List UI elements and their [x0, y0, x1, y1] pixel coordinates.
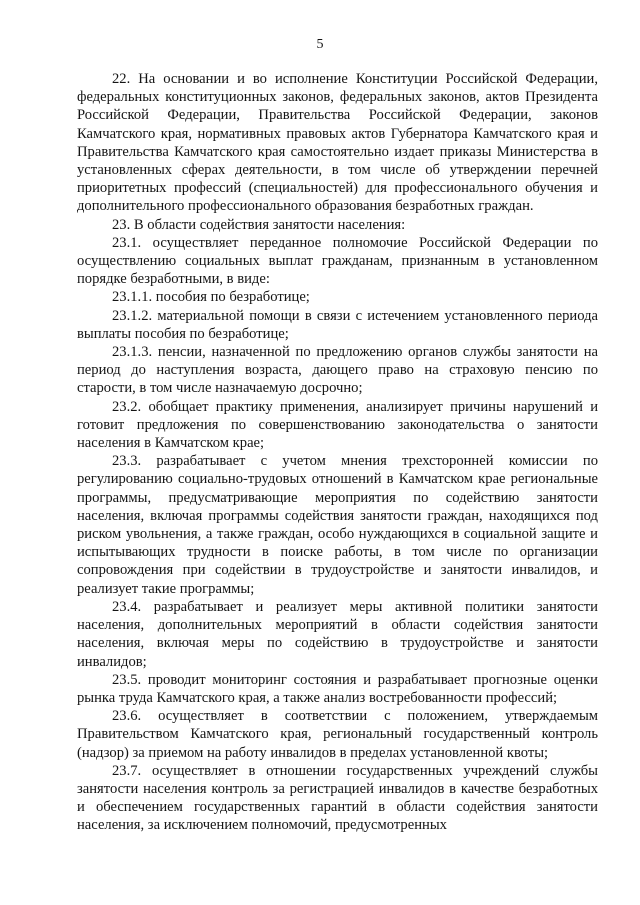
- paragraph-23: 23. В области содействия занятости населения:: [112, 216, 406, 233]
- paragraph-23-1-3: 23.1.3. пенсии, назначенной по предложению органов службы занятости на период до наступления возраста, дающего право на страховую пенсию по старости, в том числе назначаемую досрочно;: [77, 344, 598, 397]
- paragraph-23-7: 23.7. осуществляет в отношении государственных учреждений службы занятости населения контроль за регистрацией инвалидов в качестве безработных и обеспечением государственных гарантий в области содействия занятости населения, за исключением полномочий, предусмотренных: [77, 762, 598, 834]
- paragraph-23-6: 23.6. осуществляет в соответствии с положением, утверждаемым Правительством Камчатского края, региональный государственный контроль (надзор) за приемом на работу инвалидов в пределах установленной квоты;: [77, 708, 598, 761]
- paragraph-23-4: 23.4. разрабатывает и реализует меры активной политики занятости населения, дополнительных мероприятий в области содействия занятости населения, включая меры по содействию в трудоустройстве и занятости инвалидов;: [77, 598, 598, 670]
- paragraph-23-1-1: 23.1.1. пособия по безработице;: [112, 289, 310, 306]
- paragraph-23-1-2: 23.1.2. материальной помощи в связи с истечением установленного периода выплаты пособия по безработице;: [77, 307, 598, 342]
- paragraph-23-3: 23.3. разрабатывает с учетом мнения трехсторонней комиссии по регулированию социально-трудовых отношений в Камчатском крае региональные программы, предусматривающие мероприятия по содействию занятости населения, включая программы содействия занятости граждан, находящихся под риском увольнения, а также граждан, особо нуждающихся в социальной защите и испытывающих трудности в поиске работы, в том числе по организации сопровождения при содействии в трудоустройстве и занятости инвалидов, и реализует такие программы;: [77, 453, 598, 597]
- page-number: 5: [316, 37, 324, 52]
- paragraph-23-1: 23.1. осуществляет переданное полномочие Российской Федерации по осуществлению социальных выплат гражданам, признанным в установленном порядке безработными, в виде:: [77, 234, 598, 288]
- paragraph-23-2: 23.2. обобщает практику применения, анализирует причины нарушений и готовит предложения по совершенствованию законодательства о занятости населения в Камчатском крае;: [77, 398, 598, 452]
- paragraph-22: 22. На основании и во исполнение Конституции Российской Федерации, федеральных конституционных законов, федеральных законов, актов Президента Российской Федерации, Правительства Российской Федерации, законов Камчатского края, нормативных правовых актов Губернатора Камчатского края и Правительства Камчатского края самостоятельно издает приказы Министерства в установленных сферах деятельности, в том числе об утверждении перечней приоритетных профессий (специальностей) для профессионального обучения и дополнительного профессионального образования безработных граждан.: [77, 71, 598, 215]
- page-content: [77, 70, 598, 835]
- paragraph-23-5: 23.5. проводит мониторинг состояния и разрабатывает прогнозные оценки рынка труда Камчатского края, а также анализ востребованности профессий;: [77, 671, 598, 706]
